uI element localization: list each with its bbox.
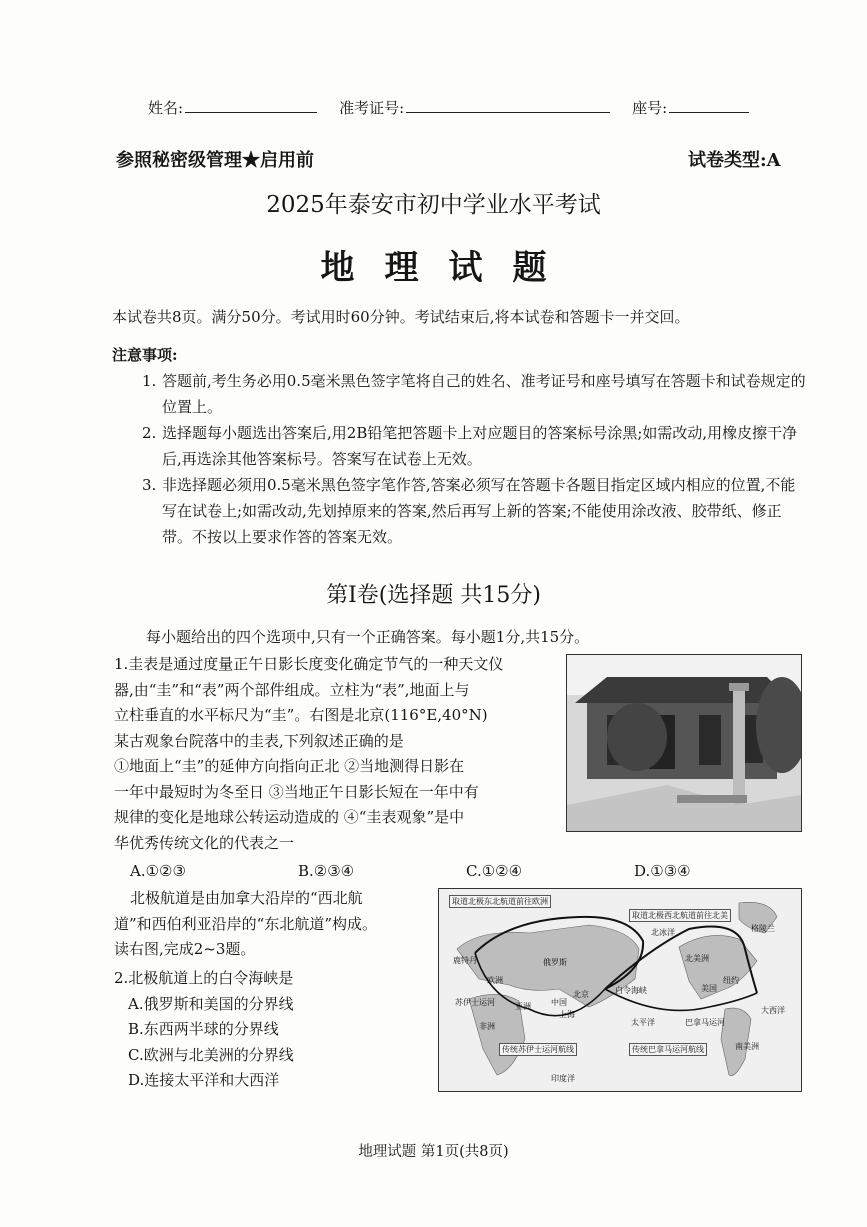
stem-line: 立柱垂直的水平标尺为“圭”。右图是北京(116°E,40°N) [114, 706, 488, 724]
notice-item [142, 472, 808, 550]
gnomon-photo [566, 654, 802, 832]
passage-line: 北极航道是由加拿大沿岸的“西北航 [130, 889, 363, 907]
arctic-routes-map [438, 888, 802, 1092]
notice-item-number: 3. [142, 476, 157, 494]
passage-line: 读右图,完成2~3题。 [114, 940, 256, 958]
label-bering-strait: 白令海峡 [615, 986, 647, 995]
notice-item-number: 1. [142, 372, 157, 390]
label-africa: 非洲 [479, 1022, 495, 1031]
name-blank [185, 96, 317, 113]
seat-blank [669, 96, 749, 113]
exam-title: 2025年泰安市初中学业水平考试 [266, 192, 601, 218]
notice-title: 注意事项: [112, 346, 178, 364]
label-northwest-route: 取道北极西北航道前往北美 [629, 909, 731, 922]
label-northeast-route: 取道北极东北航道前往欧洲 [449, 895, 551, 908]
label-europe: 欧洲 [487, 976, 503, 985]
notice-item-number: 2. [142, 424, 157, 442]
passage-arctic-routes [114, 886, 434, 963]
subject-title: 地理试题 [320, 248, 577, 288]
question-1-stem [114, 652, 558, 856]
label-traditional-suez-route: 传统苏伊士运河航线 [499, 1043, 577, 1056]
label-rotterdam: 鹿特丹 [453, 956, 477, 965]
gnomon-photo-drawing [567, 655, 801, 831]
label-greenland: 格陵兰 [751, 924, 775, 933]
label-china: 中国 [551, 998, 567, 1007]
notice-item-text: 选择题每小题选出答案后,用2B铅笔把答题卡上对应题目的答案标号涂黑;如需改动,用橡皮擦干净后,再选涂其他答案标号。答案写在试卷上无效。 [162, 424, 798, 468]
label-shanghai: 上海 [559, 1010, 575, 1019]
stem-line: 某古观象台院落中的圭表,下列叙述正确的是 [114, 731, 404, 750]
question-2-stem: 2.北极航道上的白令海峡是 [114, 969, 294, 987]
paper-intro: 本试卷共8页。满分50分。考试用时60分钟。考试结束后,将本试卷和答题卡一并交回。 [112, 308, 690, 326]
option-c: C.欧洲与北美洲的分界线 [128, 1045, 294, 1064]
section-title: 第Ⅰ卷(选择题 共15分) [326, 583, 541, 608]
label-asia: 亚洲 [515, 1002, 531, 1011]
label-north-america: 北美洲 [685, 954, 709, 963]
page-footer: 地理试题 第1页(共8页) [358, 1144, 509, 1160]
option-c: C.①②④ [466, 862, 523, 880]
option-b: B.东西两半球的分界线 [128, 1020, 279, 1038]
option-a: A.①②③ [130, 862, 186, 880]
label-pacific-ocean: 太平洋 [631, 1018, 655, 1027]
option-d: D.连接太平洋和大西洋 [128, 1071, 280, 1089]
name-label: 姓名: [148, 99, 184, 117]
notice-item-text: 答题前,考生务必用0.5毫米黑色签字笔将自己的姓名、准考证号和座号填写在答题卡和试卷规定的位置上。 [162, 372, 806, 416]
paper-type: 试卷类型:A [688, 150, 781, 171]
stem-line: 1.圭表是通过度量正午日影长度变化确定节气的一种天文仪 [114, 655, 504, 673]
stem-line: ①地面上“圭”的延伸方向指向正北 ②当地测得日影在 [114, 757, 465, 775]
option-d: D.①③④ [634, 862, 691, 880]
stem-line: 一年中最短时为冬至日 ③当地正午日影长短在一年中有 [114, 782, 479, 801]
stem-line: 华优秀传统文化的代表之一 [114, 833, 295, 852]
label-atlantic-ocean: 大西洋 [761, 1006, 785, 1015]
notice-item-text: 非选择题必须用0.5毫米黑色签字笔作答,答案必须写在答题卡各题目指定区域内相应的位置,不能写在试卷上;如需改动,先划掉原来的答案,然后再写上新的答案;不能使用涂改液、胶带纸、修正带。不按以上要求作答的答案无效。 [162, 476, 796, 546]
label-usa: 美国 [701, 984, 717, 993]
exam-number-blank [406, 96, 610, 113]
question-2 [114, 966, 434, 1094]
label-new-york: 纽约 [723, 976, 739, 985]
label-panama-canal: 巴拿马运河 [685, 1018, 725, 1027]
option-a: A.俄罗斯和美国的分界线 [128, 994, 294, 1013]
label-suez-canal: 苏伊士运河 [455, 998, 495, 1007]
stem-line: 器,由“圭”和“表”两个部件组成。立柱为“表”,地面上与 [114, 680, 470, 699]
label-traditional-panama-route: 传统巴拿马运河航线 [629, 1043, 707, 1056]
seat-label: 座号: [632, 99, 668, 117]
section-instruction: 每小题给出的四个选项中,只有一个正确答案。每小题1分,共15分。 [146, 628, 590, 646]
secrecy-level: 参照秘密级管理★启用前 [116, 150, 314, 171]
passage-line: 道”和西伯利亚沿岸的“东北航道”构成。 [114, 914, 378, 933]
notice-item [142, 368, 808, 420]
exam-number-label: 准考证号: [339, 99, 405, 117]
candidate-info-row [148, 96, 749, 118]
label-beijing: 北京 [573, 990, 589, 999]
notice-item [142, 420, 808, 472]
label-arctic-ocean: 北冰洋 [651, 928, 675, 937]
label-south-america: 南美洲 [735, 1042, 759, 1051]
stem-line: 规律的变化是地球公转运动造成的 ④“圭表观象”是中 [114, 808, 465, 826]
label-indian-ocean: 印度洋 [551, 1074, 575, 1083]
option-b: B.②③④ [298, 862, 355, 880]
label-russia: 俄罗斯 [543, 958, 567, 967]
